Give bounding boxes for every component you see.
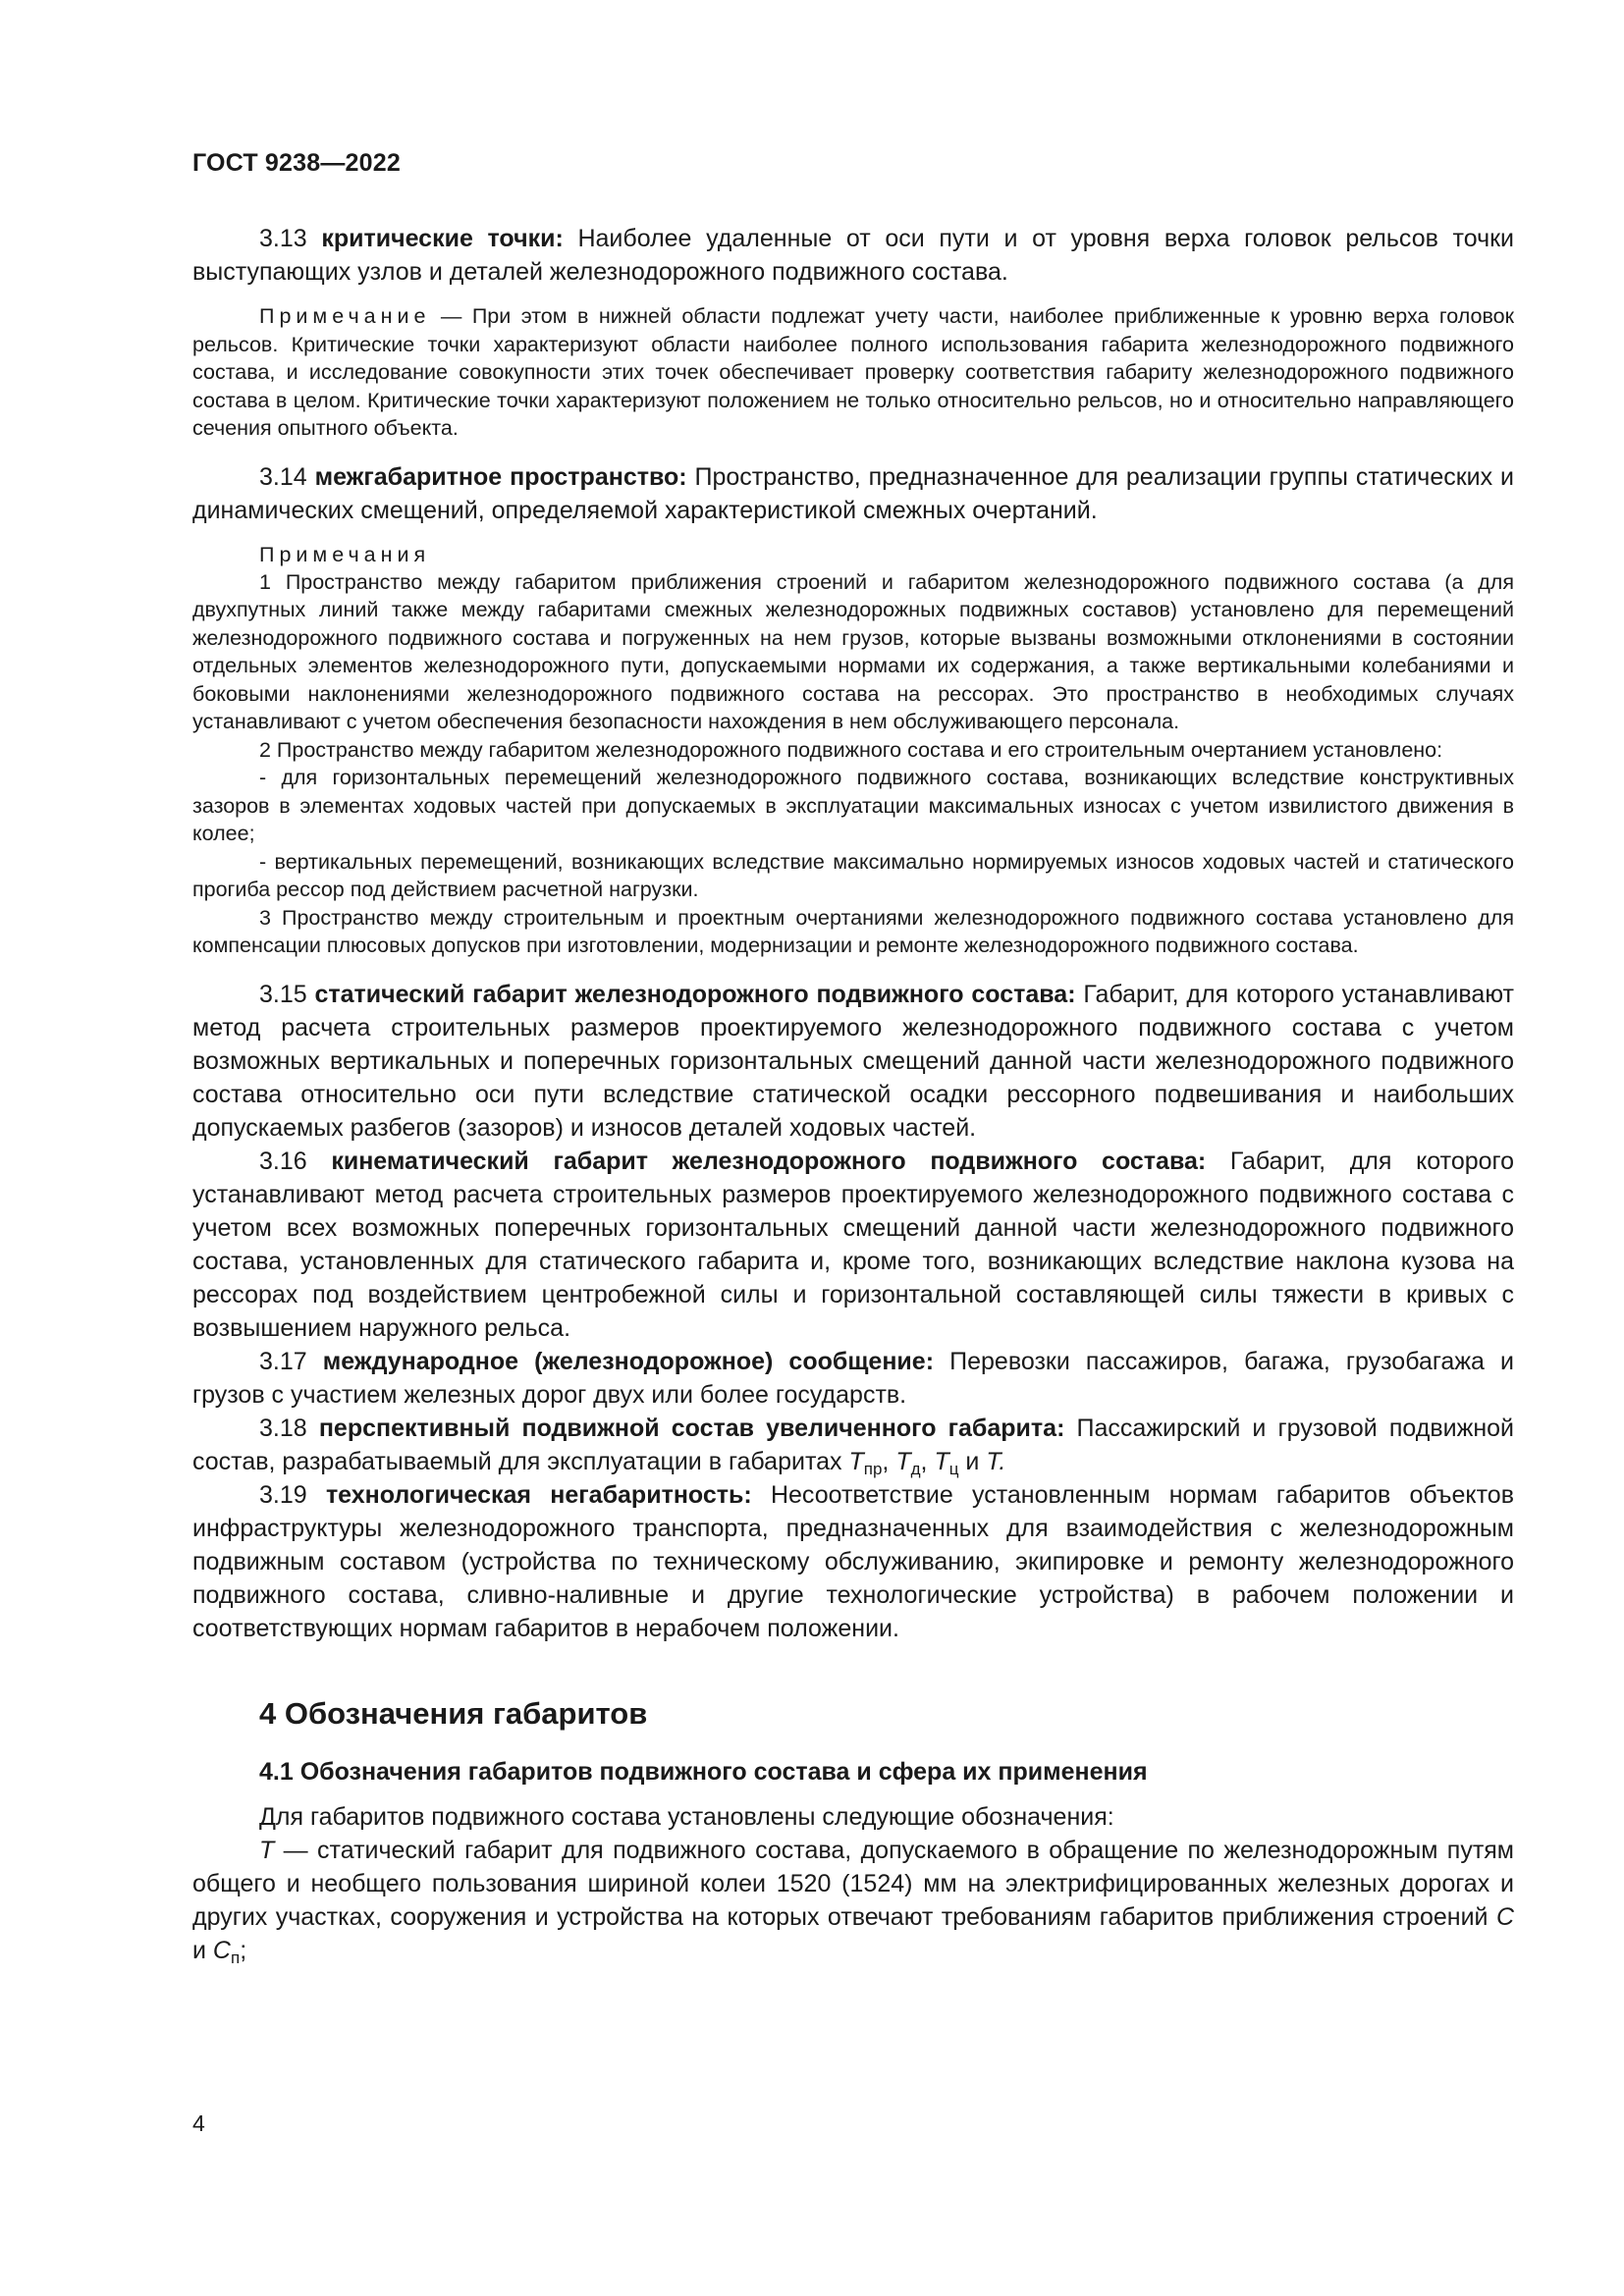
conjunction: и xyxy=(965,1447,980,1475)
note-label: Примечание xyxy=(259,304,431,328)
clause-number: 3.14 xyxy=(259,462,307,491)
clause-number: 3.15 xyxy=(259,980,307,1008)
subscript: пр xyxy=(863,1459,883,1478)
definition: Пассажирский и грузовой подвижной состав, разрабатываемый для эксплуатации в габаритах xyxy=(192,1414,1514,1475)
term: межгабаритное пространство: xyxy=(314,462,687,491)
paragraph-3-17 xyxy=(192,1345,1514,1412)
subscript: д xyxy=(910,1459,921,1478)
paragraph-3-15 xyxy=(192,978,1514,1145)
note-text: — При этом в нижней области подлежат учету части, наиболее приближенные к уровню верха головок рельсов. Критические точки характеризуют области наиболее полного использования габарита железнодорожного подвижного состава, и исследование совокупности этих точек обеспечивает проверку соответствия габариту железнодорожного подвижного состава в целом. Критические точки характеризуют положением не только относительно рельсов, но и относительно направляющего сечения опытного объекта. xyxy=(192,304,1514,440)
term: перспективный подвижной состав увеличенного габарита: xyxy=(318,1414,1065,1442)
definition: Пространство, предназначенное для реализации группы статических и динамических смещений, определяемой характеристикой смежных очертаний. xyxy=(192,462,1514,524)
document-header: ГОСТ 9238—2022 xyxy=(192,149,401,177)
punctuation: ; xyxy=(240,1936,247,1964)
paragraph-3-14 xyxy=(192,460,1514,527)
term: кинематический габарит железнодорожного подвижного состава: xyxy=(331,1147,1207,1175)
term: статический габарит железнодорожного подвижного состава: xyxy=(314,980,1076,1008)
term: технологическая негабаритность: xyxy=(325,1480,752,1509)
definition: Перевозки пассажиров, багажа, грузобагажа и грузов с участием железных дорог двух или более государств. xyxy=(192,1347,1515,1409)
paragraph-3-19 xyxy=(192,1478,1514,1645)
paragraph-4-1-t xyxy=(192,1834,1514,1967)
paragraph-3-13 xyxy=(192,222,1514,289)
note-3-14-2-a: - для горизонтальных перемещений железнодорожного подвижного состава, возникающих вследствие конструктивных зазоров в элементах ходовых частей при допускаемых в эксплуатации максимальных износах с учетом извилистого движения в колее; xyxy=(192,766,1514,845)
paragraph-3-16 xyxy=(192,1145,1514,1345)
symbol-t: Т xyxy=(895,1447,911,1475)
note-3-14-2: 2 Пространство между габаритом железнодорожного подвижного состава и его строительным очертанием установлено: xyxy=(259,737,1443,762)
page-content xyxy=(192,222,1514,1967)
definition: — статический габарит для подвижного состава, допускаемого в обращение по железнодорожным путям общего и необщего пользования шириной колеи 1520 (1524) мм на электрифицированных железных дорогах и других участках, сооружения и устройства на которых отвечают требованиям габаритов приближения строений xyxy=(192,1836,1514,1931)
paragraph-4-1-intro: Для габаритов подвижного состава установлены следующие обозначения: xyxy=(259,1802,1114,1831)
symbol-t: Т xyxy=(934,1447,949,1475)
definition: Наиболее удаленные от оси пути и от уровня верха головок рельсов точки выступающих узлов и деталей железнодорожного подвижного состава. xyxy=(192,225,1514,286)
definition: Габарит, для которого устанавливают метод расчета строительных размеров проектируемого железнодорожного подвижного состава с учетом возможных вертикальных и поперечных горизонтальных смещений данной части железнодорожного подвижного состава относительно оси пути вследствие статической осадки рессорного подвешивания и наибольших допускаемых разбегов (зазоров) и износов деталей ходовых частей. xyxy=(192,980,1514,1142)
clause-number: 3.16 xyxy=(259,1147,307,1175)
notes-label: Примечания xyxy=(259,542,431,566)
separator: , xyxy=(882,1447,890,1475)
section-heading: 4 Обозначения габаритов xyxy=(259,1695,648,1731)
symbol-t: Т. xyxy=(986,1447,1006,1475)
definition: Несоответствие установленным нормам габаритов объектов инфраструктуры железнодорожного транспорта, предназначенных для взаимодействия с железнодорожным подвижным составом (устройства по техническому обслуживанию, экипировке и ремонту железнодорожного подвижного состава, сливно-наливные и другие технологические устройства) в рабочем положении и соответствующих нормам габаритов в нерабочем положении. xyxy=(192,1480,1514,1642)
note-3-14-3: 3 Пространство между строительным и проектным очертаниями железнодорожного подвижного состава установлено для компенсации плюсовых допусков при изготовлении, модернизации и ремонте железнодорожного подвижного состава. xyxy=(192,905,1514,957)
definition: Габарит, для которого устанавливают метод расчета строительных размеров проектируемого железнодорожного подвижного состава с учетом всех возможных поперечных горизонтальных смещений данной части железнодорожного подвижного состава, установленных для статического габарита и, кроме того, возникающих вследствие наклона кузова на рессорах под воздействием центробежной силы и горизонтальной составляющей силы тяжести в кривых с возвышением наружного рельса. xyxy=(192,1147,1515,1342)
subsection-heading: 4.1 Обозначения габаритов подвижного состава и сфера их применения xyxy=(259,1757,1148,1786)
symbol-t: Т xyxy=(848,1447,864,1475)
note-3-14-2-b: - вертикальных перемещений, возникающих вследствие максимально нормируемых износов ходовых частей и статического прогиба рессор под действием расчетной нагрузки. xyxy=(192,849,1514,901)
symbol-c: С xyxy=(1495,1902,1514,1931)
symbol-t: Т xyxy=(259,1836,275,1864)
note-3-14-1: 1 Пространство между габаритом приближения строений и габаритом железнодорожного подвижного состава (а для двухпутных линий также между габаритами смежных железнодорожных подвижных составов) установлено для перемещений железнодорожного подвижного состава и погруженных на нем грузов, которые вызваны возможными отклонениями в состоянии отдельных элементов железнодорожного пути, допускаемыми нормами их содержания, а также вертикальными колебаниями и боковыми наклонениями железнодорожного подвижного состава на рессорах. Это пространство в необходимых случаях устанавливают с учетом обеспечения безопасности нахождения в нем обслуживающего персонала. xyxy=(192,569,1514,733)
clause-number: 3.19 xyxy=(259,1480,307,1509)
paragraph-3-18 xyxy=(192,1412,1514,1478)
clause-number: 3.18 xyxy=(259,1414,307,1442)
clause-number: 3.17 xyxy=(259,1347,307,1375)
subscript: п xyxy=(230,1948,241,1967)
term: международное (железнодорожное) сообщение: xyxy=(322,1347,935,1375)
separator: , xyxy=(920,1447,928,1475)
clause-number: 3.13 xyxy=(259,225,307,252)
page-number: 4 xyxy=(192,2110,205,2136)
subscript: ц xyxy=(948,1459,959,1478)
note-3-13 xyxy=(192,302,1514,443)
conjunction: и xyxy=(192,1936,206,1964)
term: критические точки: xyxy=(321,225,564,252)
symbol-c: С xyxy=(212,1936,231,1964)
